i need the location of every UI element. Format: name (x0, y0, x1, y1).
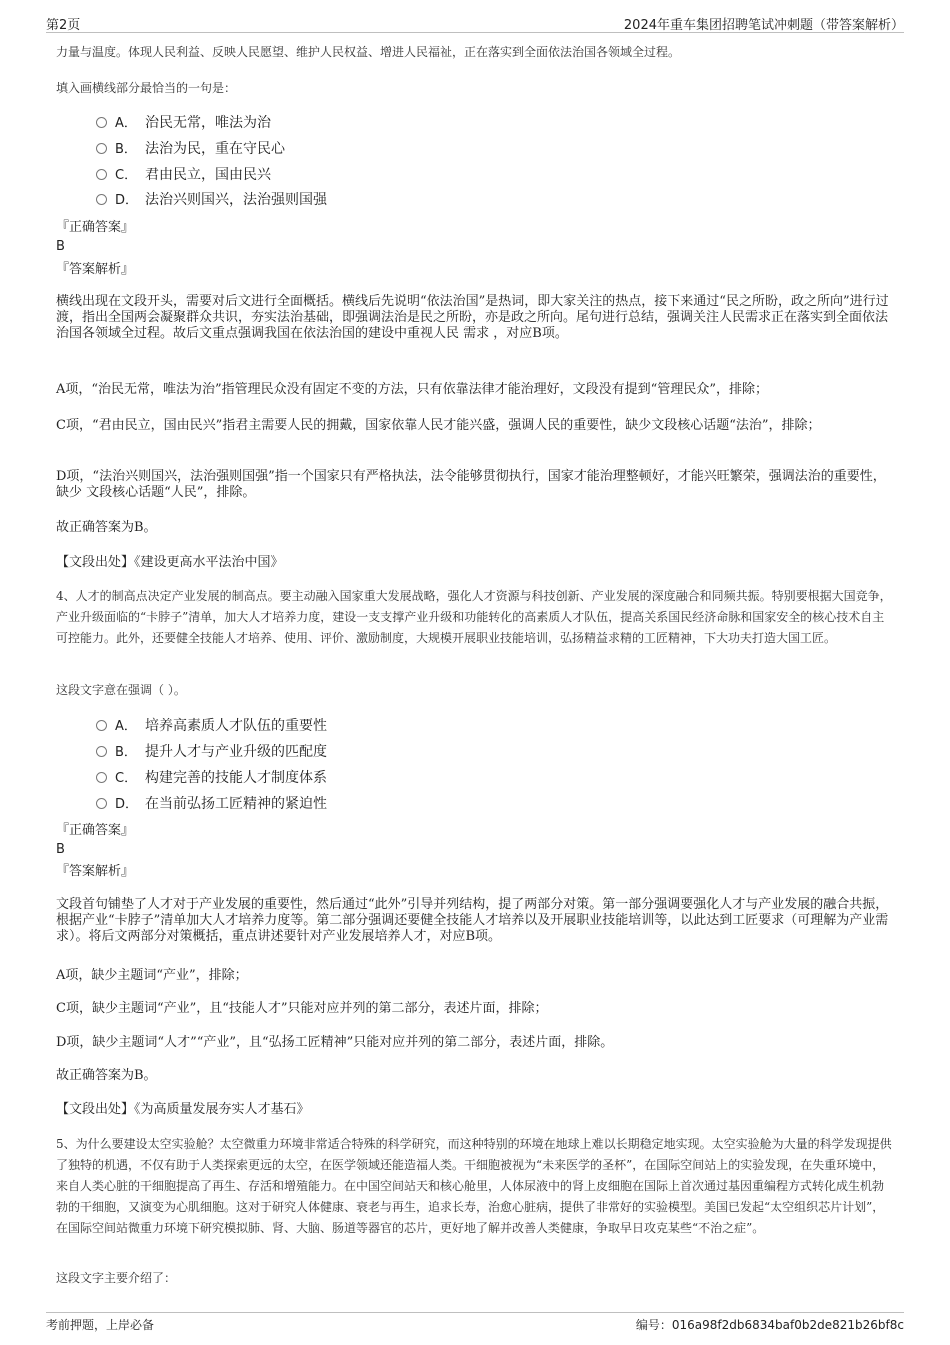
radio-icon[interactable] (96, 720, 107, 731)
radio-icon[interactable] (96, 746, 107, 757)
radio-icon[interactable] (96, 194, 107, 205)
q4-stem: 4、人才的制高点决定产业发展的制高点。要主动融入国家重大发展战略，强化人才资源与科技创新、产业发展的深度融合和同频共振。特别要根据大国竞争，产业升级面临的“卡脖子”清单，加大人才培养力度，建设一支支撑产业升级和功能转化的高素质人才队伍，提高关系国民经济命脉和国家安全的核心技术自主可控能力。此外，还要健全技能人才培养、使用、评价、激励制度，大规模开展职业技能培训，弘扬精益求精的工匠精神，下大功夫打造大国工匠。 (56, 589, 892, 645)
q4-option-c[interactable]: C． 构建完善的技能人才制度体系 (96, 768, 327, 788)
q5-stem: 5、为什么要建设太空实验舱？太空微重力环境非常适合特殊的科学研究，而这种特别的环境在地球上难以长期稳定地实现。太空实验舱为大量的科学发现提供了独特的机遇，不仅有助于人类探索更远的太空，在医学领域还能造福人类。干细胞被视为“未来医学的圣杯”，在国际空间站上的实验发现，在失重环境中，来自人类心脏的干细胞提高了再生、存活和增殖能力。在中国空间站天和核心舱里，人体尿液中的肾上皮细胞在国际上首次通过基因重编程方式转化成生机勃勃的干细胞，又演变为心肌细胞。这对于研究人体健康、衰老与再生，追求长寿，治愈心脏病，提供了非常好的实验模型。美国已发起“太空组织芯片计划”，在国际空间站微重力环境下研究模拟肺、肾、大脑、肠道等器官的芯片，更好地了解并改善人类健康，争取早日攻克某些“不治之症”。 (56, 1137, 892, 1235)
q4-note-a: A项，缺少主题词“产业”，排除； (56, 968, 248, 983)
q3-option-a[interactable]: A． 治民无常，唯法为治 (96, 113, 271, 133)
q4-prompt: 这段文字意在强调（ ）。 (56, 683, 186, 697)
q4-option-b[interactable]: B． 提升人才与产业升级的匹配度 (96, 742, 327, 762)
page-footer (46, 1312, 904, 1333)
q3-note-a: A项，“治民无常，唯法为治”指管理民众没有固定不变的方法，只有依靠法律才能治理好，文段没有提到“管理民众”，排除； (56, 382, 768, 397)
q4-note-d: D项，缺少主题词“人才”“产业”，且“弘扬工匠精神”只能对应并列的第二部分，表述片面，排除。 (56, 1035, 614, 1050)
document-title: 2024年重车集团招聘笔试冲刺题（带答案解析） (623, 18, 904, 33)
q4-analysis-label: 『答案解析』 (56, 864, 135, 879)
q4-conclusion: 故正确答案为B。 (56, 1068, 157, 1083)
q4-analysis: 文段首句铺垫了人才对于产业发展的重要性，然后通过“此外”引导并列结构，提了两部分对策。第一部分强调要强化人才与产业发展的融合共振，根据产业“卡脖子”清单加大人才培养力度等。第二部分强调还要健全技能人才培养以及开展职业技能培训等，以此达到工匠要求（可理解为产业需求）。将后文两部分对策概括，重点讲述要针对产业发展培养人才，对应B项。 (56, 897, 889, 944)
q5-prompt: 这段文字主要介绍了： (56, 1271, 177, 1285)
q4-note-c: C项，缺少主题词“产业”，且“技能人才”只能对应并列的第二部分，表述片面，排除； (56, 1001, 548, 1016)
q3-option-d[interactable]: D． 法治兴则国兴，法治强则国强 (96, 190, 327, 210)
q4-option-d[interactable]: D． 在当前弘扬工匠精神的紧迫性 (96, 794, 327, 814)
q4-answer-label: 『正确答案』 (56, 823, 135, 838)
radio-icon[interactable] (96, 143, 107, 154)
q3-stem-tail: 力量与温度。体现人民利益、反映人民愿望、维护人民权益、增进人民福祉，正在落实到全面依法治国各领域全过程。 (56, 45, 681, 59)
document-id: 编号：016a98f2db6834baf0b2de821b26bf8c (635, 1318, 904, 1332)
q3-analysis-label: 『答案解析』 (56, 262, 135, 277)
footer-slogan: 考前押题，上岸必备 (46, 1318, 155, 1332)
radio-icon[interactable] (96, 798, 107, 809)
q4-option-a[interactable]: A． 培养高素质人才队伍的重要性 (96, 716, 327, 736)
radio-icon[interactable] (96, 772, 107, 783)
q3-note-d: D项，“法治兴则国兴，法治强则国强”指一个国家只有严格执法，法令能够贯彻执行，国家才能治理整顿好，才能兴旺繁荣，强调法治的重要性， 缺少 文段核心话题“人民”，排除。 (56, 469, 886, 500)
q3-conclusion: 故正确答案为B。 (56, 520, 157, 535)
q3-prompt: 填入画横线部分最恰当的一句是： (56, 81, 237, 95)
q4-answer: B (56, 842, 65, 857)
q3-option-c[interactable]: C． 君由民立，国由民兴 (96, 165, 271, 185)
q3-analysis: 横线出现在文段开头，需要对后文进行全面概括。横线后先说明“依法治国”是热词，即大家关注的热点，接下来通过“民之所盼，政之所向”进行过渡，指出全国两会凝聚群众共识，夯实法治基础，即强调法治是民之所盼，亦是政之所向。尾句进行总结，强调关注人民需求正在落实到全面依法治国各领域全过程。故后文重点强调我国在依法治国的建设中重视人民 需求 ，对应B项。 (56, 294, 889, 341)
page-number: 第2页 (46, 18, 81, 33)
page-header (46, 14, 904, 33)
q3-note-c: C项，“君由民立，国由民兴”指君主需要人民的拥戴，国家依靠人民才能兴盛，强调人民的重要性，缺少文段核心话题“法治”，排除； (56, 418, 821, 433)
radio-icon[interactable] (96, 117, 107, 128)
q4-source: 【文段出处】《为高质量发展夯实人才基石》 (56, 1102, 310, 1117)
q3-source: 【文段出处】《建设更高水平法治中国》 (56, 555, 284, 570)
q3-answer-label: 『正确答案』 (56, 220, 135, 235)
radio-icon[interactable] (96, 169, 107, 180)
q3-option-b[interactable]: B． 法治为民，重在守民心 (96, 139, 285, 159)
q3-answer: B (56, 239, 65, 254)
